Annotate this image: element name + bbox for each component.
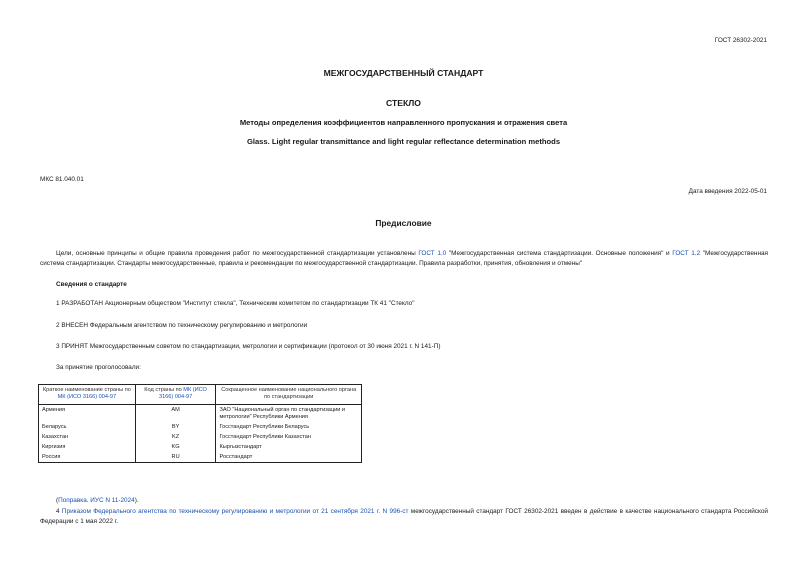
gost-1-0-link[interactable]: ГОСТ 1.0: [418, 250, 447, 257]
order-link[interactable]: Приказом Федерального агентства по техническому регулированию и метрологии от 21 сентября 2021 г. N 996-ст: [61, 508, 409, 515]
cell-body: Госстандарт Республики Казахстан: [216, 432, 362, 442]
cell-body: Госстандарт Республики Беларусь: [216, 422, 362, 432]
table-row: [39, 452, 362, 463]
voted-label: За принятие проголосовали:: [56, 364, 141, 371]
header-country-code: [135, 385, 216, 405]
foreword-text-3: "Межгосударственная система стандартизации. Стандарты межгосударственные, правила и рекомендации по межгосударственной стандартизации. Правила разработки, принятия, обновления и отмены": [40, 250, 768, 267]
foreword-paragraph: [40, 249, 768, 268]
cell-code: KZ: [135, 432, 216, 442]
gost-1-2-link[interactable]: ГОСТ 1.2: [672, 250, 701, 257]
document-code: ГОСТ 26302-2021: [714, 37, 767, 44]
cell-body: Кыргызстандарт: [216, 442, 362, 452]
foreword-text-2: "Межгосударственная система стандартизации. Основные положения" и: [446, 250, 673, 257]
table-row: [39, 442, 362, 452]
cell-country: Беларусь: [39, 422, 136, 432]
header-code-text: Код страны по: [144, 387, 184, 393]
table-row: [39, 432, 362, 442]
cell-body: Росстандарт: [216, 452, 362, 463]
cell-code: AM: [135, 405, 216, 423]
header-national-body: Сокращенное наименование национального органа по стандартизации: [216, 385, 362, 405]
table-header-row: [39, 385, 362, 405]
cell-code: KG: [135, 442, 216, 452]
amendment-note: [56, 496, 139, 505]
mks-code: МКС 81.040.01: [40, 176, 84, 183]
standard-type: МЕЖГОСУДАРСТВЕННЫЙ СТАНДАРТ: [323, 68, 484, 78]
item-adopted: 3 ПРИНЯТ Межгосударственным советом по стандартизации, метрологии и сертификации (протокол от 30 июня 2021 г. N 141-П): [56, 343, 441, 350]
cell-country: Россия: [39, 452, 136, 463]
cell-country: Армения: [39, 405, 136, 423]
item-enacted: [40, 507, 768, 526]
header-country-text: Краткое наименование страны по: [42, 387, 131, 393]
title-russian: Методы определения коэффициентов направленного пропускания и отражения света: [239, 118, 568, 127]
mk-iso-link-2[interactable]: МК (ИСО 3166) 004-97: [158, 387, 207, 400]
foreword-text-1: Цели, основные принципы и общие правила проведения работ по межгосударственной стандартизации установлены: [56, 250, 419, 257]
amendment-open: (: [56, 497, 59, 504]
mk-iso-link-1[interactable]: МК (ИСО 3166) 004-97: [57, 394, 117, 400]
cell-body: ЗАО "Национальный орган по стандартизации и метрологии" Республики Армения: [216, 405, 362, 423]
table-row: [39, 422, 362, 432]
foreword-heading: Предисловие: [375, 218, 432, 228]
item4-number: 4: [56, 508, 62, 515]
table-row: [39, 405, 362, 423]
cell-code: RU: [135, 452, 216, 463]
approval-table: [38, 384, 362, 463]
document-subject: СТЕКЛО: [386, 98, 421, 108]
cell-country: Казахстан: [39, 432, 136, 442]
cell-code: BY: [135, 422, 216, 432]
amendment-link[interactable]: Поправка. ИУС N 11-2024: [58, 497, 135, 504]
amendment-close: ).: [134, 497, 139, 504]
standard-info-heading: Сведения о стандарте: [56, 281, 127, 288]
item-developed: 1 РАЗРАБОТАН Акционерным обществом "Институт стекла", Техническим комитетом по стандартизации ТК 41 "Стекло": [56, 300, 415, 307]
item-submitted: 2 ВНЕСЕН Федеральным агентством по техническому регулированию и метрологии: [56, 322, 308, 329]
introduction-date: Дата введения 2022-05-01: [688, 188, 767, 195]
header-country-name: [39, 385, 136, 405]
cell-country: Киргизия: [39, 442, 136, 452]
title-english: Glass. Light regular transmittance and light regular reflectance determination methods: [246, 137, 561, 146]
item4-text: межгосударственный стандарт ГОСТ 26302-2021 введен в действие в качестве национального стандарта Российской Федерации с 1 мая 2022 г.: [40, 508, 768, 525]
